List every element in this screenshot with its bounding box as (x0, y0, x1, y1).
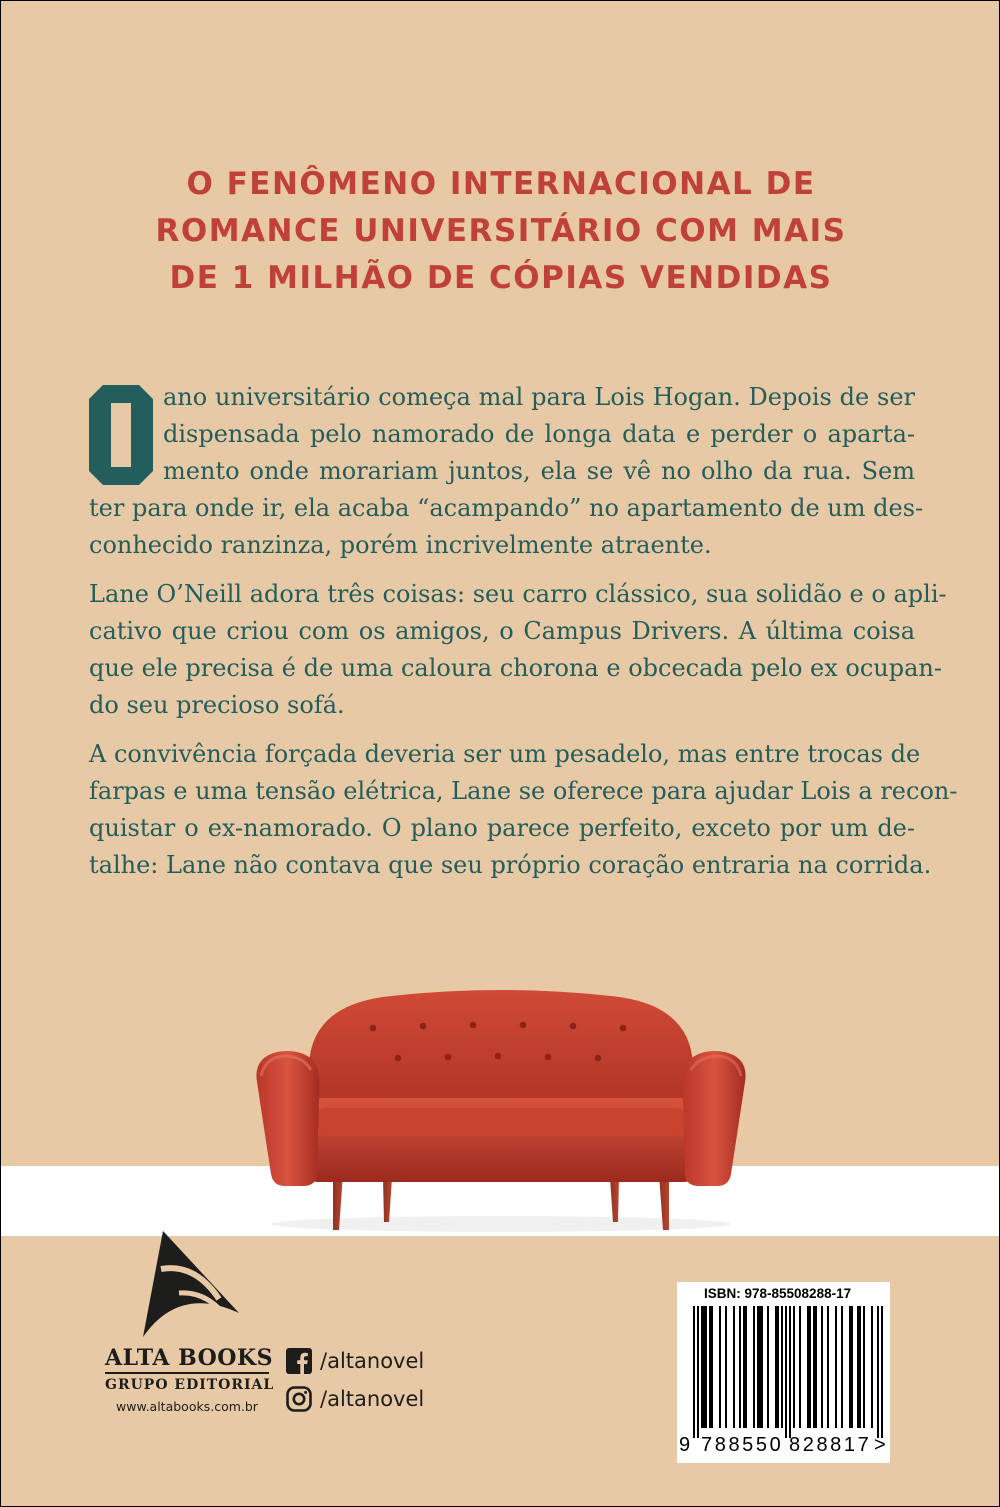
barcode-bar (849, 1306, 851, 1428)
headline (101, 161, 901, 302)
publisher-url[interactable]: www.altabooks.com.br (116, 1399, 258, 1414)
barcode-bar (719, 1306, 721, 1428)
blurb-line: talhe: Lane não contava que seu próprio coração entraria na corrida. (89, 851, 932, 879)
barcode-bar (807, 1306, 809, 1428)
facebook-link[interactable] (286, 1346, 424, 1376)
barcode-bar (753, 1306, 755, 1428)
blurb-line: dispensada pelo namorado de longa data e perder o aparta- (163, 420, 915, 448)
barcode-bar (705, 1306, 707, 1428)
blurb-line: conhecido ranzinza, porém incrivelmente atraente. (89, 531, 712, 559)
blurb-line: farpas e uma tensão elétrica, Lane se oferece para ajudar Lois a recon- (89, 777, 958, 805)
barcode-bar (815, 1306, 817, 1428)
barcode-bar (733, 1306, 735, 1428)
barcode-bar (871, 1306, 873, 1428)
barcode-bar (725, 1306, 727, 1428)
barcode-bar (793, 1306, 795, 1428)
barcode-bar (781, 1306, 783, 1428)
barcode-bar (739, 1306, 741, 1428)
barcode-bar (863, 1306, 865, 1428)
ean-left-digits: 788550 (701, 1434, 784, 1456)
barcode-guard-bar (789, 1306, 791, 1438)
barcode-bar (745, 1306, 747, 1428)
barcode-bar (835, 1306, 837, 1428)
barcode-bar (821, 1306, 823, 1428)
barcode-bar (703, 1306, 705, 1428)
instagram-icon (286, 1386, 312, 1412)
blurb-line: do seu precioso sofá. (89, 691, 345, 719)
barcode-bar (799, 1306, 801, 1428)
barcode-guard-bar (881, 1306, 883, 1438)
facebook-handle: /altanovel (320, 1349, 425, 1373)
barcode-guard-bar (785, 1306, 787, 1438)
blurb-line: A convivência forçada deveria ser um pesadelo, mas entre trocas de (89, 740, 921, 768)
barcode-bars (677, 1304, 890, 1439)
facebook-icon (286, 1348, 312, 1374)
barcode-bar (743, 1306, 745, 1428)
barcode-guard-bar (877, 1306, 879, 1438)
blurb-line: quistar o ex-namorado. O plano parece perfeito, exceto por um de- (89, 814, 915, 842)
blurb-line: que ele precisa é de uma caloura chorona e obcecada pelo ex ocupan- (89, 654, 942, 682)
ean-first-digit: 9 (679, 1434, 691, 1456)
headline-line-1: O FENÔMENO INTERNACIONAL DE (186, 166, 816, 202)
blurb-line: Lane O’Neill adora três coisas: seu carro clássico, sua solidão e o apli- (89, 580, 947, 608)
blurb (89, 379, 958, 884)
paragraph-3 (89, 736, 958, 884)
barcode-bar (851, 1306, 853, 1428)
barcode-bar (827, 1306, 829, 1428)
instagram-handle: /altanovel (320, 1387, 425, 1411)
barcode-bar (701, 1306, 703, 1428)
barcode-bar (711, 1306, 713, 1428)
red-sofa-illustration (251, 986, 751, 1246)
barcode-bar (841, 1306, 843, 1428)
blurb-line: mento onde morariam juntos, ela se vê no olho da rua. Sem (163, 457, 915, 485)
paragraph-2 (89, 576, 947, 724)
barcode-bar (813, 1306, 815, 1428)
publisher-name: ALTA BOOKS (105, 1345, 273, 1371)
blurb-line: cativo que criou com os amigos, o Campus Drivers. A última coisa (89, 617, 915, 645)
isbn-label: ISBN: 978-85508288-17 (704, 1286, 852, 1301)
isbn-barcode (677, 1282, 890, 1463)
blurb-line: ano universitário começa mal para Lois Hogan. Depois de ser (163, 383, 915, 411)
barcode-bar (759, 1306, 761, 1428)
ean-end-mark: > (874, 1434, 886, 1456)
headline-line-2: ROMANCE UNIVERSITÁRIO COM MAIS (155, 213, 847, 249)
barcode-bar (859, 1306, 861, 1428)
publisher-divider (105, 1372, 269, 1374)
barcode-bar (775, 1306, 777, 1428)
paragraph-1 (89, 379, 924, 564)
barcode-bar (757, 1306, 759, 1428)
publisher-subtitle: GRUPO EDITORIAL (105, 1377, 275, 1393)
barcode-bar (767, 1306, 769, 1428)
alta-books-logo-icon (133, 1229, 243, 1339)
blurb-line: ter para onde ir, ela acaba “acampando” no apartamento de um des- (89, 494, 924, 522)
ean-digits (677, 1434, 890, 1462)
headline-line-3: DE 1 MILHÃO DE CÓPIAS VENDIDAS (169, 260, 833, 296)
barcode-bar (761, 1306, 763, 1428)
barcode-bar (857, 1306, 859, 1428)
instagram-link[interactable] (286, 1384, 424, 1414)
barcode-bar (709, 1306, 711, 1428)
ean-right-digits: 828817 (789, 1434, 872, 1456)
barcode-bar (777, 1306, 779, 1428)
barcode-guard-bar (693, 1306, 695, 1438)
barcode-bar (809, 1306, 811, 1428)
barcode-guard-bar (697, 1306, 699, 1438)
